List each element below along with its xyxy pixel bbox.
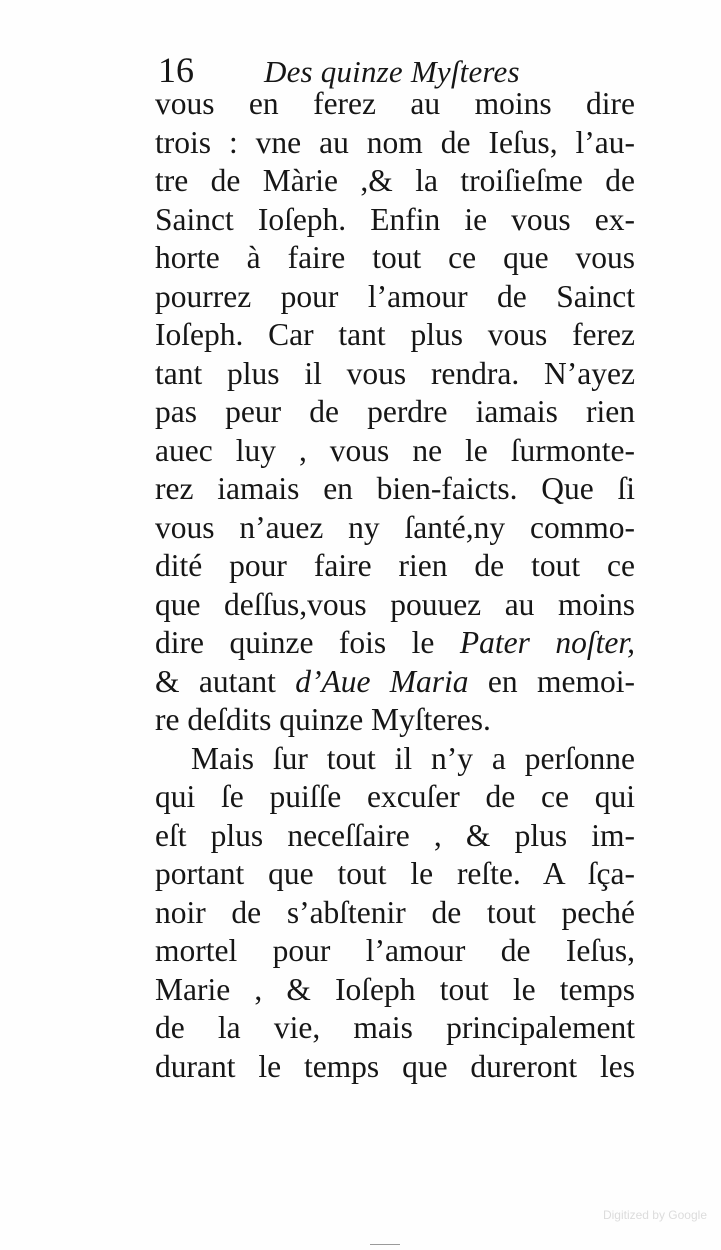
watermark: Digitized by Google [602, 1208, 707, 1222]
text-line: qui ſe puiſſe excuſer de ce qui [155, 779, 635, 814]
text-line: de la vie, mais principalement [155, 1010, 635, 1045]
page-number: 16 [158, 50, 194, 90]
text-line: mortel pour l’amour de Ieſus, [155, 933, 635, 968]
paragraph-2 [155, 740, 635, 1087]
text-line: noir de s’abſtenir de tout peché [155, 894, 635, 930]
text-line: que deſſus,vous pouuez au moins [155, 586, 635, 622]
text-line: vous n’auez ny ſanté,ny commo- [155, 509, 635, 545]
footer-rule [370, 1244, 400, 1245]
text-line-mixed [155, 663, 635, 702]
text-segment: & autant [155, 663, 296, 699]
text-line: Sainct Ioſeph. Enfin ie vous ex- [155, 201, 635, 237]
text-line: pas peur de perdre iamais rien [155, 394, 635, 429]
text-line: horte à faire tout ce que vous [155, 240, 635, 275]
text-line: eſt plus neceſſaire , & plus im- [155, 817, 635, 853]
text-line: trois : vne au nom de Ieſus, l’au- [155, 124, 635, 160]
text-line: vous en ferez au moins dire [155, 86, 635, 121]
running-title: Des quinze Myſteres [264, 54, 520, 89]
text-segment: en memoi- [468, 663, 636, 699]
text-line: pourrez pour l’amour de Sainct [155, 278, 635, 314]
running-head [158, 50, 578, 90]
latin-phrase: Pater noſter, [459, 625, 635, 660]
text-line: dité pour faire rien de tout ce [155, 548, 635, 583]
text-line: rez iamais en bien-faicts. Que ſi [155, 471, 635, 506]
latin-phrase: d’Aue Maria [295, 663, 469, 699]
text-line: re deſdits quinze Myſteres. [155, 702, 491, 737]
paragraph-1 [155, 85, 635, 740]
text-line: portant que tout le reſte. A ſça- [155, 856, 635, 891]
text-line: Ioſeph. Car tant plus vous ferez [155, 317, 635, 352]
text-line: durant le temps que dureront les [155, 1048, 635, 1084]
text-line: Marie , & Ioſeph tout le temps [155, 971, 635, 1007]
text-line: tre de Màrie ,& la troiſieſme de [155, 163, 635, 198]
text-line-mixed [155, 624, 635, 663]
text-line: tant plus il vous rendra. N’ayez [155, 355, 635, 391]
text-line: auec luy , vous ne le ſurmonte- [155, 432, 635, 468]
body-text [155, 85, 635, 1086]
text-line: Mais ſur tout il n’y a perſonne [191, 740, 635, 776]
text-segment: dire quinze fois le [155, 625, 460, 660]
